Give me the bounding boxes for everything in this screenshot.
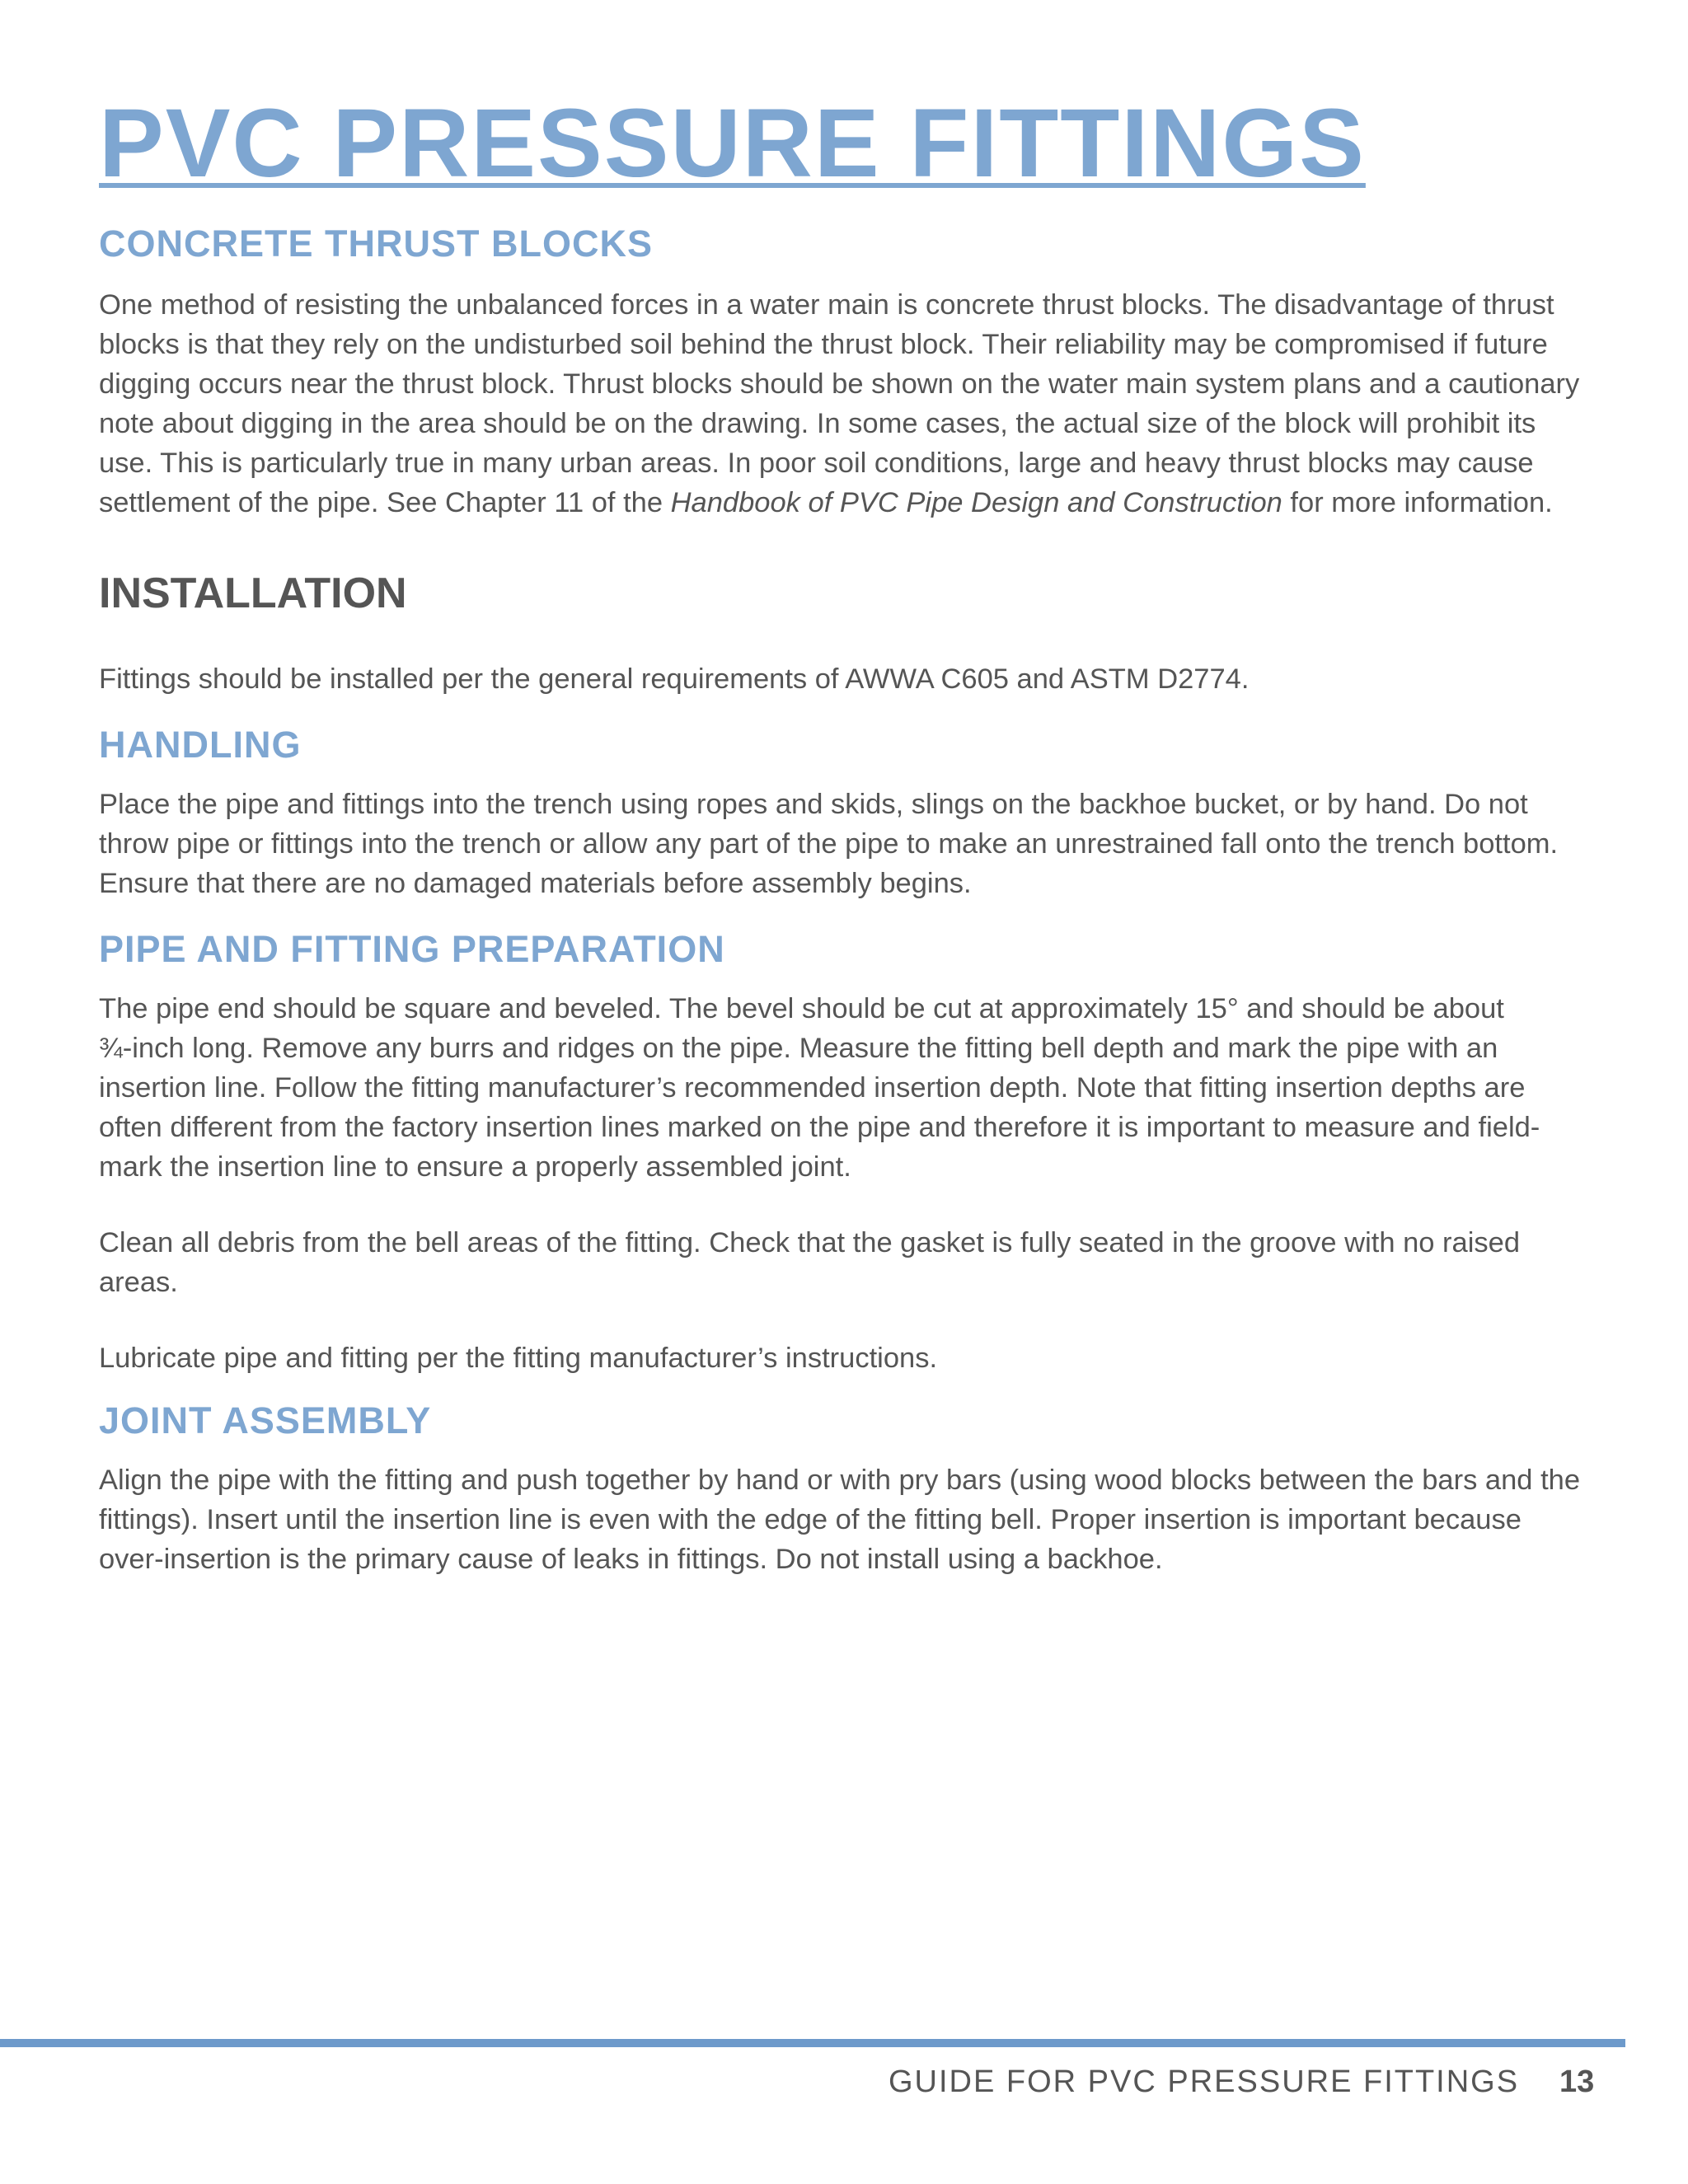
- paragraph-joint-assembly: Align the pipe with the fitting and push together by hand or with pry bars (using wood blocks between the bars and the fittings). Insert until the insertion line is even with the edge of the fitting bell. Proper insertion is important because over-insertion is the primary cause of leaks in fittings. Do not install using a backhoe.: [99, 1464, 1581, 1575]
- paragraph-installation: Fittings should be installed per the general requirements of AWWA C605 and ASTM D2774.: [99, 663, 1250, 695]
- paragraph-preparation-3: Lubricate pipe and fitting per the fitting manufacturer’s instructions.: [99, 1342, 938, 1374]
- section-heading-joint-assembly: JOINT ASSEMBLY: [99, 1399, 432, 1441]
- paragraph-handling: Place the pipe and fittings into the trench using ropes and skids, slings on the backhoe bucket, or by hand. Do not throw pipe or fittings into the trench or allow any part of the pipe to make an unrestrained fall onto the trench bottom. Ensure that there are no damaged materials before assembly begins.: [99, 788, 1559, 899]
- section-heading-installation: INSTALLATION: [99, 569, 407, 617]
- paragraph-text: One method of resisting the unbalanced forces in a water main is concrete thrust blocks. The disadvantage of thrust blocks is that they rely on the undisturbed soil behind the thrust block. Their reliability may be compromised if future digging occurs near the thrust block. Thrust blocks should be shown on the water main system plans and a cautionary note about digging in the area should be on the drawing. In some cases, the actual size of the block will prohibit its use. This is particularly true in many urban areas. In poor soil conditions, large and heavy thrust blocks may cause settlement of the pipe. See Chapter 11 of the: [99, 288, 1580, 518]
- paragraph-concrete-thrust-blocks: [99, 285, 1582, 523]
- book-title-reference: Handbook of PVC Pipe Design and Construction: [670, 486, 1282, 518]
- paragraph-preparation-1a: The pipe end should be square and beveled. The bevel should be cut at approximately 15° and should be about: [99, 992, 1504, 1024]
- footer-guide-title: GUIDE FOR PVC PRESSURE FITTINGS: [889, 2064, 1520, 2099]
- section-heading-concrete-thrust-blocks: CONCRETE THRUST BLOCKS: [99, 222, 653, 265]
- paragraph-preparation-2: Clean all debris from the bell areas of the fitting. Check that the gasket is fully seated in the groove with no raised areas.: [99, 1226, 1521, 1298]
- paragraph-text: for more information.: [1282, 486, 1553, 518]
- document-page: [99, 91, 1582, 1579]
- page-number: 13: [1559, 2064, 1595, 2099]
- page-title: PVC PRESSURE FITTINGS: [99, 89, 1366, 198]
- paragraph-preparation-1b: ¾-inch long. Remove any burrs and ridges on the pipe. Measure the fitting bell depth and mark the pipe with an insertion line. Follow the fitting manufacturer’s recommended insertion depth. Note that fitting insertion depths are often different from the factory insertion lines marked on the pipe and therefore it is important to measure and field-mark the insertion line to ensure a properly assembled joint.: [99, 1032, 1540, 1183]
- footer-divider: [0, 2039, 1625, 2047]
- section-heading-handling: HANDLING: [99, 723, 302, 766]
- section-heading-pipe-and-fitting-preparation: PIPE AND FITTING PREPARATION: [99, 927, 725, 970]
